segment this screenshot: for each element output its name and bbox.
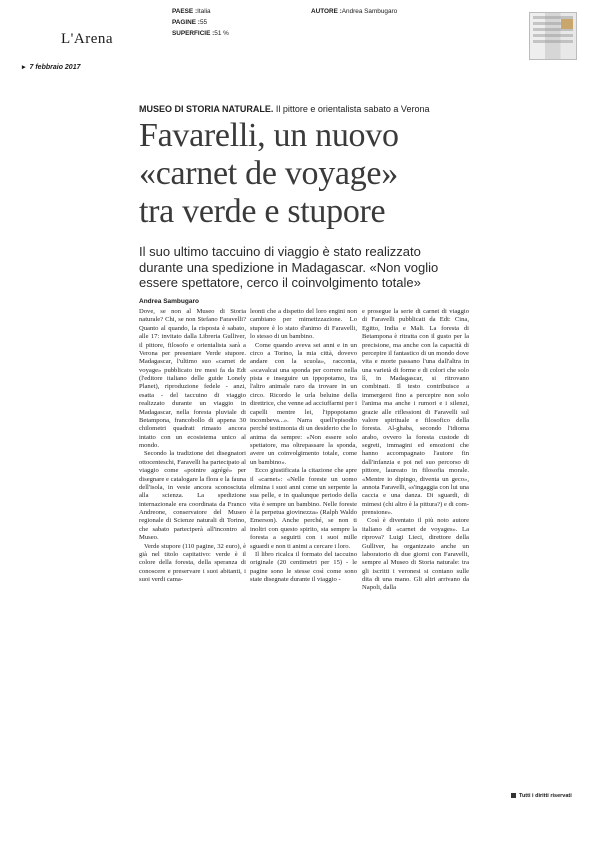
- square-icon: [511, 793, 516, 798]
- paragraph: Dove, se non al Museo di Storia naturale? Chi, se non Stefano Faravelli? Quanto al quando, la risposta è sabato, alle 17: invitato dalla Libreria Gulliver, il pittore, filosofo e orientalista sarà a Verona per presentare Verde stupore. Madagascar, l'ultimo suo «carnet de voyage» pubblicato tre mesi fa da Edt (l'editore italiano delle guide Lonely Planet), riproduzione fedele - anzi, esatta - del taccuino di viaggio realizzato durante un viaggio in Madagascar, nella foresta pluviale di Betampona, francobollo di appena 30 chilometri quadrati rimasto ancora intatto con un ecosistema unico al mondo.: [139, 308, 246, 449]
- paragraph: Come quando aveva sei anni e in un circo a Torino, la mia città, dovevo andare con la scuola», racconta, «scavalcai una sponda per correre nella pista e inseguire un ippopotamo, tra l'altro animale raro da trovare in un circo. Ricordo le urla beluine della direttrice, che venne ad acciuffarmi per i capelli mentre lei, l'ippopotamo incombeva...». Narra quell'episodio perché testimonia di un desiderio che lo anima da sempre: «Non essere solo spettatore, ma oltrepassare la sponda, avere un coinvolgimento totale, come un bambino».: [250, 341, 357, 466]
- publication-date: ▸ 7 febbraio 2017: [22, 64, 81, 71]
- metadata-left: [172, 6, 229, 39]
- headline-line: «carnet de voyage»: [139, 155, 398, 192]
- metadata-author: AUTORE :Andrea Sambugaro: [311, 8, 398, 15]
- meta-paese: PAESE :Italia: [172, 8, 211, 15]
- paragraph: Secondo la tradizione dei disegnatori ottocenteschi, Faravelli ha partecipato al viaggio come «pointre agrégé» per disegnare e catalogare la flora e la fauna dell'isola, in veste ancora sconosciuta alla scienza. La spedizione internazionale era coordinata da Franco Andreone, conservatore del Museo regionale di Scienze naturali di Torino, che sabato parteciperà all'incontro al Museo.: [139, 450, 246, 542]
- meta-pagine: PAGINE :55: [172, 19, 208, 26]
- paragraph: leonti che a dispetto del loro engini non cambiano per mimetizzazione. Lo stupore è lo stato d'animo di Faravelli, lo stesso di un bambino.: [250, 308, 357, 341]
- article-column-2: [250, 308, 357, 752]
- article-column-1: [139, 308, 246, 740]
- meta-superficie: SUPERFICIE :51 %: [172, 30, 229, 37]
- copyright-footer: Tutti i diritti riservati: [511, 793, 572, 799]
- page-thumbnail: [529, 12, 577, 60]
- headline-line: Favarelli, un nuovo: [139, 117, 399, 154]
- paragraph: Ecco giustificata la citazione che apre il «carnet»: «Nelle foreste un uomo elimina i suoi anni come un serpente la sua pelle, e in qualunque periodo della vita è sempre un bambino. Nelle foreste è la perpetua giovinezza» (Ralph Waldo Emerson). Anche perché, se non ti inoltri con questo spirito, sta sempre la foresta a seguirti con i suoi mille sguardi e non ti animi a cercare i loro.: [250, 467, 357, 550]
- paragraph: e prosegue la serie di carnet di viaggio di Faravelli pubblicati da Edt: Cina, Egitto, India e Mali. La foresta di Betampona è ritratta con il gusto per la precisione, ma anche con la capacità di percepire il fantastico di un mondo dove vita e morte passano l'una dall'altra in una varietà di forme e di colori che solo lì, in Madagascar, si ritrovano combinati. Il testo contribuisce a immergersi fino a percepire non solo l'anima ma anche i rumori e i silenzi, grazie alle riflessioni di Faravelli sul valore spirituale e filosofico della foresta. Al-ghaba, secondo l'idioma arabo, ovvero la foresta custode di segreti, immagini ed emozioni che hanno accompagnato l'autore fin dall'infanzia e poi nel suo percorso di pittore, laureato in filosofia morale. «Mentre io dipingo, diventa un geco», annota Faravelli, «s'ingaggia con lui una caccia e una danza. Di sguardi, di mimesi (chi altro è la pittura?) e di com-prensione».: [362, 308, 469, 516]
- paragraph: Così è diventato il più noto autore italiano di «carnet de voyages». La riprova? Luigi Lieci, direttore della Gulliver, ha organizzato anche un laboratorio di due giorni con Faravelli, sempre al Museo di Storia naturale: tra gli iscritti i veronesi si contano sulle dita di una mano. Gli altri arrivano da Napoli, dalla: [362, 517, 469, 592]
- paragraph: Il libro ricalca il formato del taccuino originale (20 centimetri per 15) - le pagine sono le stesse così come sono state disegnate durante il viaggio -: [250, 550, 357, 583]
- headline-line: tra verde e stupore: [139, 193, 386, 230]
- article-kicker: MUSEO DI STORIA NATURALE. Il pittore e orientalista sabato a Verona: [139, 104, 430, 114]
- article-headline: [139, 117, 469, 231]
- article-byline: Andrea Sambugaro: [139, 298, 199, 305]
- paragraph: Verde stupore (110 pagine, 32 euro), è già nel titolo capitativo: verde è il colore della foresta, della speranza di conoscere e preservare i suoi abitanti, i suoi verdi cama-: [139, 542, 246, 583]
- article-subhead: Il suo ultimo taccuino di viaggio è stato realizzato durante una spedizione in Madagascar. «Non voglio essere spettatore, cerco il coinvolgimento totale»: [139, 244, 439, 290]
- newspaper-masthead: L'Arena: [61, 31, 114, 47]
- article-column-3: [362, 308, 469, 702]
- arrow-icon: ▸: [22, 64, 26, 71]
